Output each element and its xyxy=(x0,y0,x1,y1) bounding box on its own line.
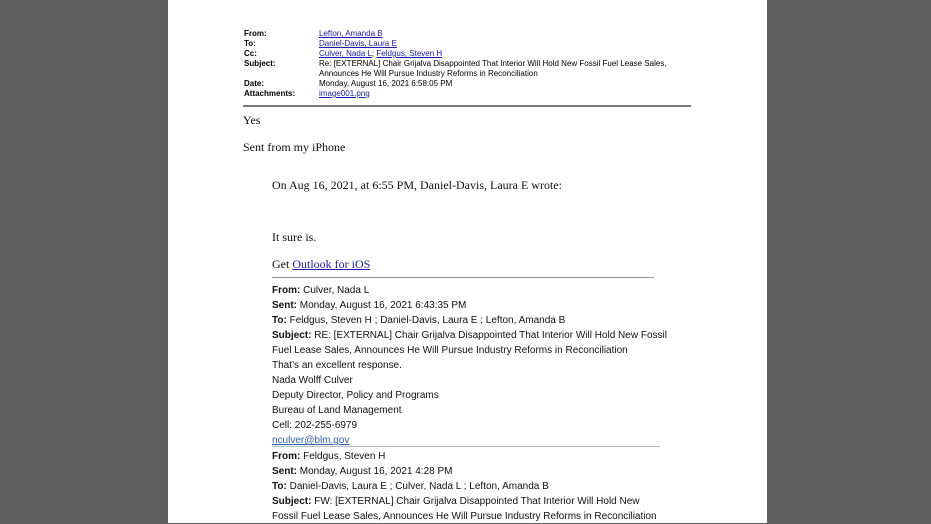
quote-text: It sure is. xyxy=(272,230,317,244)
sent-value: Monday, August 16, 2021 4:28 PM xyxy=(299,466,453,477)
signature-name: Nada Wolff Culver xyxy=(272,375,353,386)
message-feldgus xyxy=(272,449,667,524)
email-link[interactable]: nculver@blm.gov xyxy=(272,435,350,446)
email-header xyxy=(244,29,689,99)
from-value: Culver, Nada L xyxy=(303,285,370,296)
get-text: Get xyxy=(272,257,293,271)
sent-label: Sent: xyxy=(272,300,297,311)
signature-text: Sent from my iPhone xyxy=(243,140,346,154)
from-label: From: xyxy=(272,285,301,296)
cc-link-2[interactable]: Feldgus, Steven H xyxy=(376,49,443,58)
signature-phone: Cell: 202-255-6979 xyxy=(272,420,358,431)
subject-label: Subject: xyxy=(272,496,312,507)
from-link[interactable]: Lefton, Amanda B xyxy=(319,29,383,38)
message-divider xyxy=(272,446,660,447)
cc-label: Cc: xyxy=(244,49,257,58)
subject-label: Subject: xyxy=(244,59,276,68)
to-label: To: xyxy=(272,481,287,492)
to-label: To: xyxy=(244,39,256,48)
header-divider xyxy=(243,105,691,107)
sent-value: Monday, August 16, 2021 6:43:35 PM xyxy=(299,300,467,311)
quote-intro: On Aug 16, 2021, at 6:55 PM, Daniel-Davis, Laura E wrote: xyxy=(272,178,562,192)
to-label: To: xyxy=(272,315,287,326)
reply-text: Yes xyxy=(243,113,261,127)
subject-label: Subject: xyxy=(272,330,312,341)
from-label: From: xyxy=(244,29,267,38)
to-value: Daniel-Davis, Laura E ; Culver, Nada L ; Lefton, Amanda B xyxy=(289,481,549,492)
subject-value: FW: [EXTERNAL] Chair Grijalva Disappointed That Interior Will Hold New Fossil Fuel Lease Sales, Announces He Will Pursue Industry Reforms in Reconciliation xyxy=(272,496,657,522)
signature-org: Bureau of Land Management xyxy=(272,405,402,416)
attachment-link[interactable]: image001.png xyxy=(319,89,370,98)
attachments-label: Attachments: xyxy=(244,89,296,98)
body-line: That’s an excellent response. xyxy=(272,360,402,371)
subject-value: RE: [EXTERNAL] Chair Grijalva Disappointed That Interior Will Hold New Fossil Fuel Lease Sales, Announces He Will Pursue Industry Reforms in Reconciliation xyxy=(272,330,667,356)
message-culver xyxy=(272,283,667,448)
to-value: Feldgus, Steven H ; Daniel-Davis, Laura E ; Lefton, Amanda B xyxy=(289,315,566,326)
quote-divider xyxy=(272,277,654,278)
sent-label: Sent: xyxy=(272,466,297,477)
signature-title: Deputy Director, Policy and Programs xyxy=(272,390,439,401)
from-value: Feldgus, Steven H xyxy=(303,451,386,462)
from-label: From: xyxy=(272,451,301,462)
document-page xyxy=(168,0,767,523)
cc-separator: ; xyxy=(371,49,375,58)
to-link[interactable]: Daniel-Davis, Laura E xyxy=(319,39,397,48)
date-label: Date: xyxy=(244,79,265,88)
outlook-link[interactable]: Outlook for iOS xyxy=(292,257,371,271)
subject-value: Re: [EXTERNAL] Chair Grijalva Disappointed That Interior Will Hold New Fossil Fuel Lease Sales, Announces He Will Pursue Industry Reforms in Reconciliation xyxy=(319,59,667,78)
cc-link-1[interactable]: Culver, Nada L xyxy=(319,49,372,58)
outlook-line xyxy=(272,257,370,272)
date-value: Monday, August 16, 2021 6:58:05 PM xyxy=(319,79,453,88)
